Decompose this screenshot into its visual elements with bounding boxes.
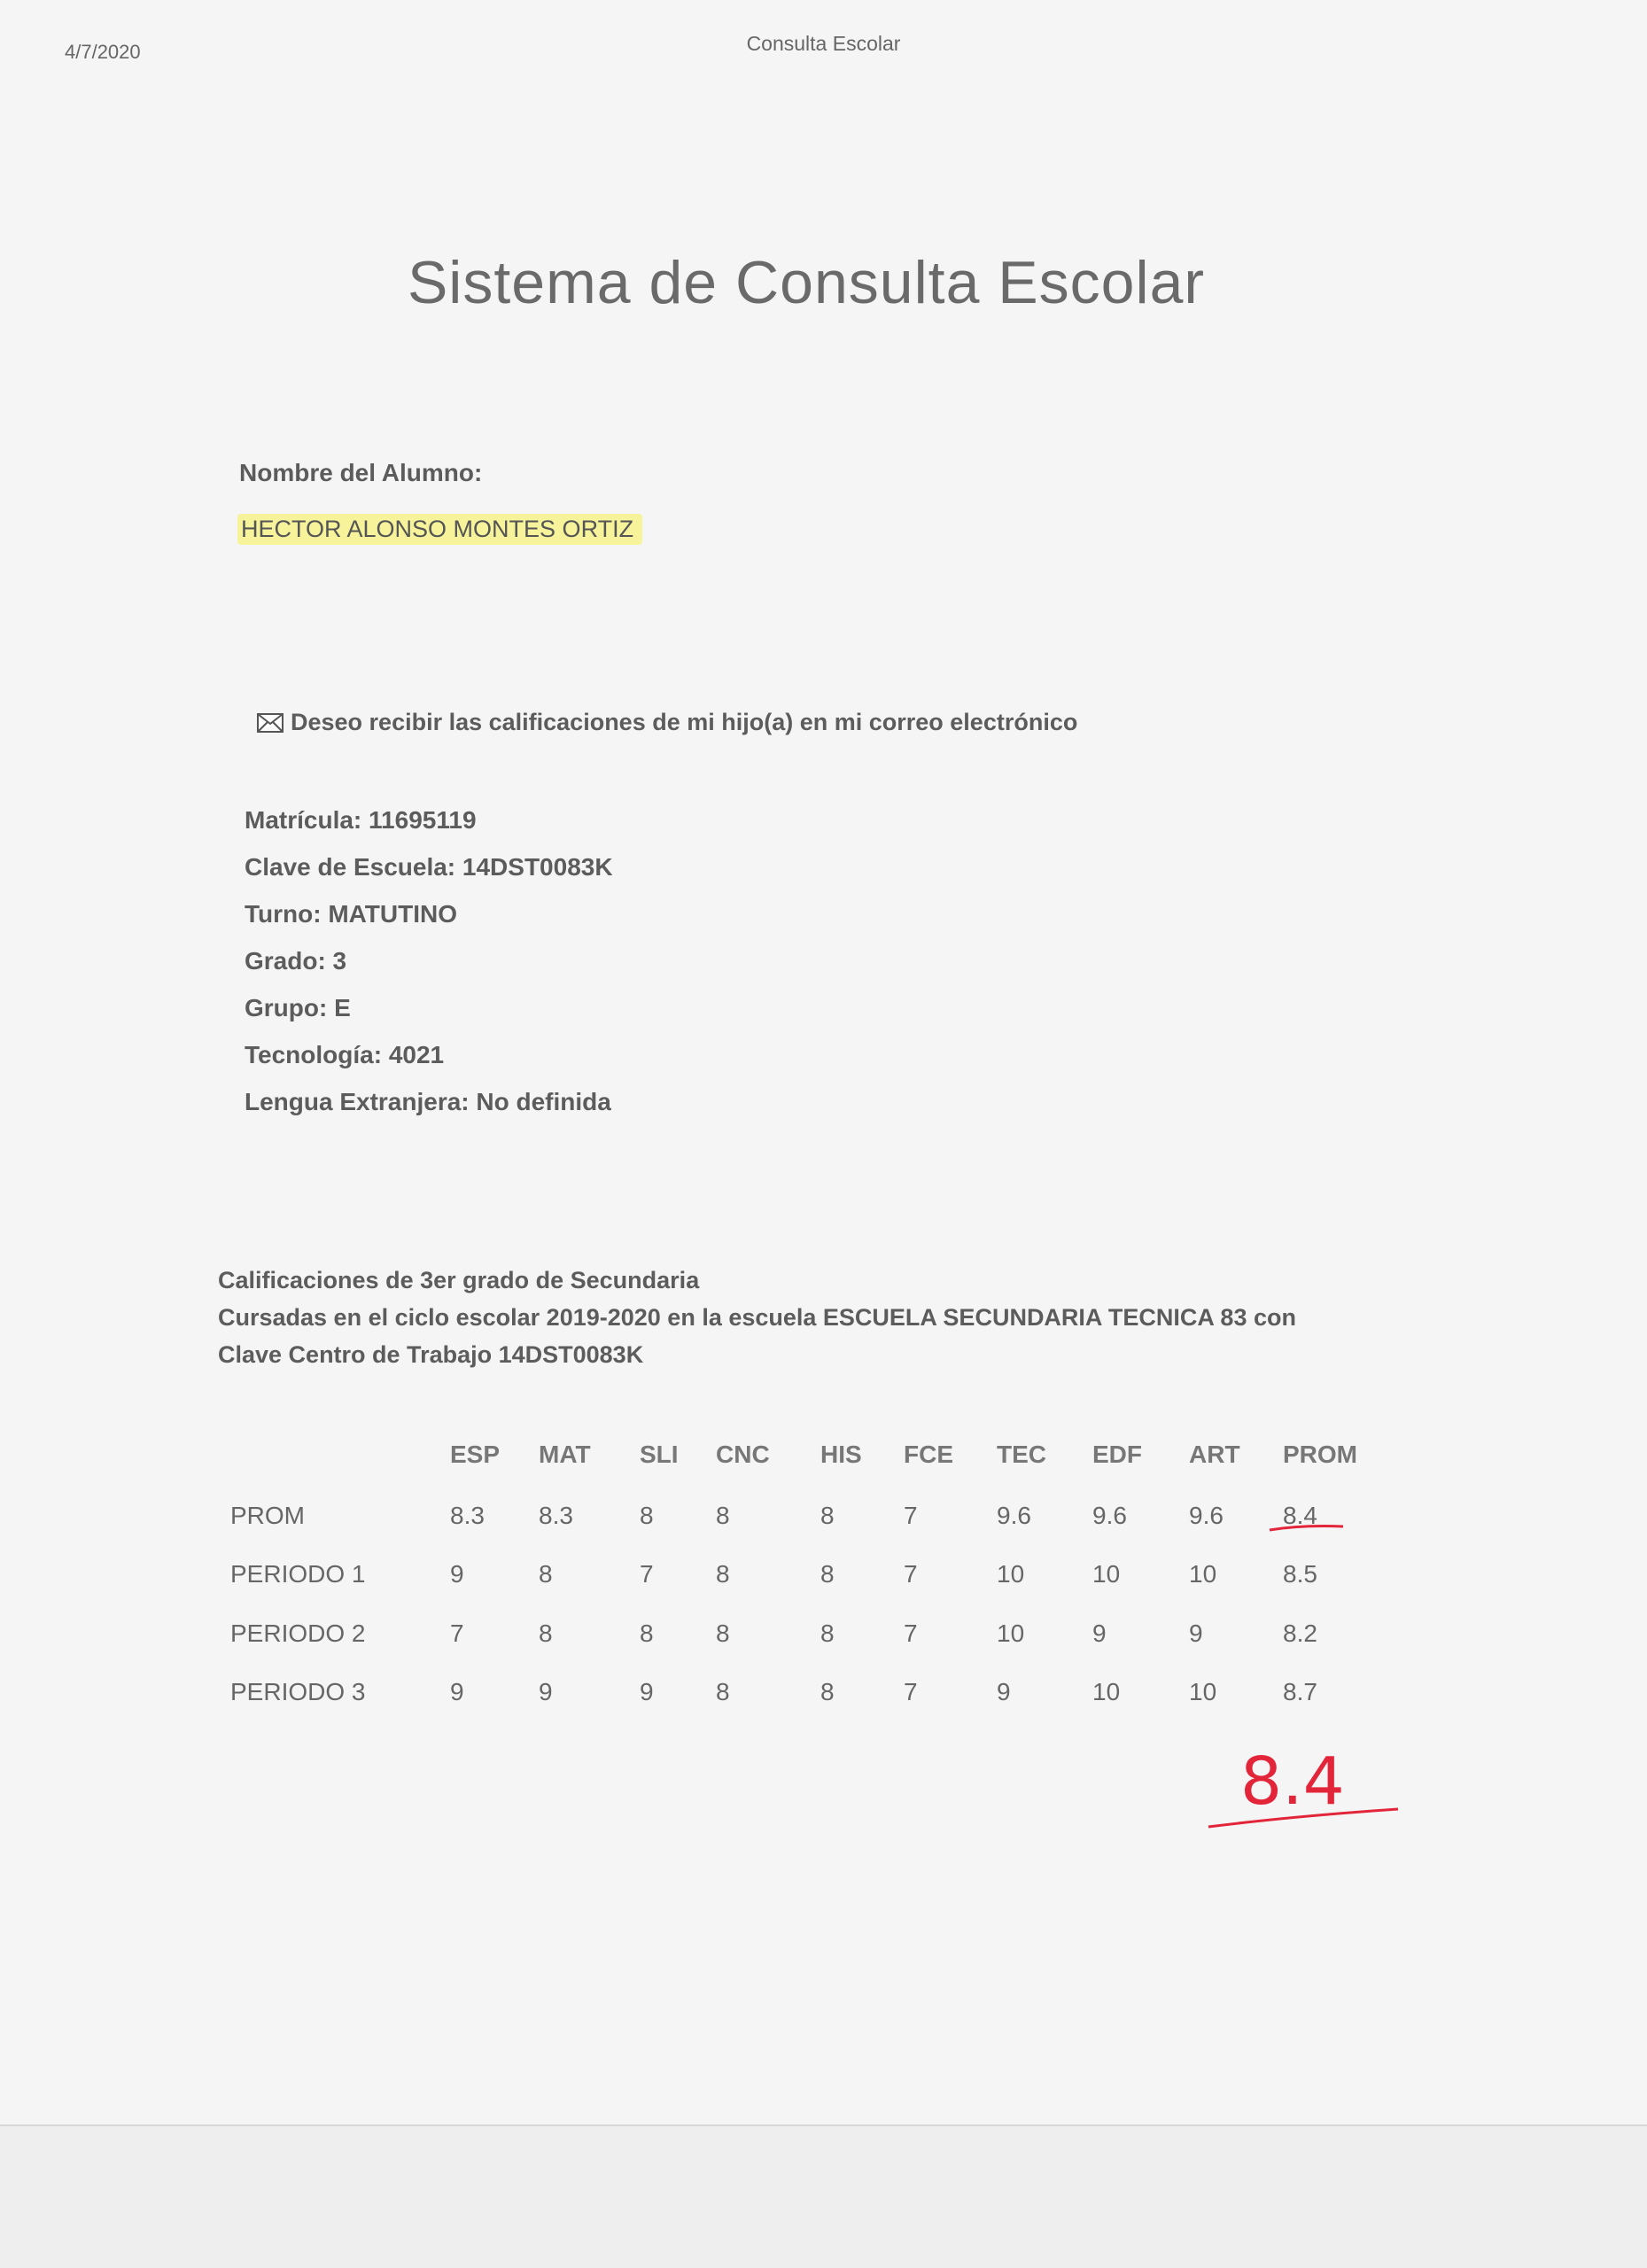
grade-cell: 8 (820, 1678, 835, 1705)
student-name: HECTOR ALONSO MONTES ORTIZ (237, 514, 642, 545)
info-turno: Turno: MATUTINO (245, 900, 458, 928)
column-header-tec: TEC (997, 1441, 1046, 1468)
grade-cell: 8 (820, 1560, 835, 1588)
envelope-icon (257, 713, 284, 733)
grade-cell: 8 (820, 1502, 835, 1529)
grades-caption-line3: Clave Centro de Trabajo 14DST0083K (218, 1341, 644, 1368)
info-tecnologia: Tecnología: 4021 (245, 1041, 445, 1068)
column-header-sli: SLI (640, 1441, 679, 1468)
grade-cell: 8 (716, 1678, 730, 1705)
grade-cell: 10 (1092, 1560, 1121, 1588)
grade-cell: 8 (539, 1560, 553, 1588)
grade-cell: 10 (1189, 1560, 1217, 1588)
grade-cell: 8.2 (1283, 1619, 1317, 1647)
grades-caption-line1: Calificaciones de 3er grado de Secundaria (218, 1267, 700, 1293)
print-header-title: Consulta Escolar (746, 32, 901, 55)
grades-caption-line2: Cursadas en el ciclo escolar 2019-2020 en la escuela ESCUELA SECUNDARIA TECNICA 83 con (218, 1304, 1296, 1331)
grade-cell: 10 (997, 1560, 1025, 1588)
grade-cell: 8 (716, 1560, 730, 1588)
grade-cell: 8 (820, 1619, 835, 1647)
grade-cell: 10 (997, 1619, 1025, 1647)
prom-underline (1267, 1519, 1347, 1537)
grade-cell: 9 (450, 1560, 464, 1588)
column-header-cnc: CNC (716, 1441, 770, 1468)
email-option[interactable] (257, 709, 1077, 736)
info-clave-escuela: Clave de Escuela: 14DST0083K (245, 853, 613, 881)
grade-cell: 7 (904, 1619, 918, 1647)
grade-cell: 9 (1189, 1619, 1203, 1647)
grade-cell: 8.3 (539, 1502, 573, 1529)
grade-cell: 8.5 (1283, 1560, 1317, 1588)
grade-cell: 9.6 (997, 1502, 1031, 1529)
grade-cell: 9 (450, 1678, 464, 1705)
grade-cell: 8 (640, 1619, 654, 1647)
column-header-his: HIS (820, 1441, 862, 1468)
row-label: PERIODO 1 (230, 1560, 366, 1588)
grade-cell: 9.6 (1189, 1502, 1224, 1529)
grade-cell: 7 (904, 1560, 918, 1588)
info-matricula: Matrícula: 11695119 (245, 806, 477, 834)
grade-cell: 8 (716, 1502, 730, 1529)
grade-cell: 7 (640, 1560, 654, 1588)
info-lengua-extranjera: Lengua Extranjera: No definida (245, 1088, 611, 1115)
page-title: Sistema de Consulta Escolar (407, 249, 1206, 316)
print-date: 4/7/2020 (65, 41, 141, 63)
grade-cell: 10 (1189, 1678, 1217, 1705)
column-header-prom: PROM (1283, 1441, 1357, 1468)
row-label: PERIODO 3 (230, 1678, 366, 1705)
grade-cell: 10 (1092, 1678, 1121, 1705)
info-grupo: Grupo: E (245, 994, 351, 1021)
grade-cell: 8 (716, 1619, 730, 1647)
handwritten-underline (1205, 1798, 1409, 1834)
grade-cell: 8.3 (450, 1502, 485, 1529)
grade-cell: 8 (539, 1619, 553, 1647)
column-header-fce: FCE (904, 1441, 953, 1468)
grade-cell: 7 (904, 1502, 918, 1529)
email-option-label: Deseo recibir las calificaciones de mi hijo(a) en mi correo electrónico (291, 709, 1078, 735)
grade-cell: 7 (904, 1678, 918, 1705)
row-label: PROM (230, 1502, 305, 1529)
grade-cell: 9 (1092, 1619, 1107, 1647)
column-header-mat: MAT (539, 1441, 591, 1468)
column-header-art: ART (1189, 1441, 1240, 1468)
grade-cell: 7 (450, 1619, 464, 1647)
grade-cell: 8.4 (1283, 1502, 1317, 1529)
grade-cell: 8 (640, 1502, 654, 1529)
grade-cell: 9.6 (1092, 1502, 1127, 1529)
grade-cell: 9 (539, 1678, 553, 1705)
column-header-esp: ESP (450, 1441, 501, 1468)
grade-cell: 9 (997, 1678, 1011, 1705)
column-header-edf: EDF (1092, 1441, 1142, 1468)
student-name-label: Nombre del Alumno: (239, 459, 483, 486)
grade-cell: 9 (640, 1678, 654, 1705)
info-grado: Grado: 3 (245, 947, 347, 975)
handwritten-final-grade: 8.4 (1240, 1744, 1345, 1820)
row-label: PERIODO 2 (230, 1619, 366, 1647)
scanner-bed-margin (0, 2124, 1647, 2268)
grade-cell: 8.7 (1283, 1678, 1317, 1705)
